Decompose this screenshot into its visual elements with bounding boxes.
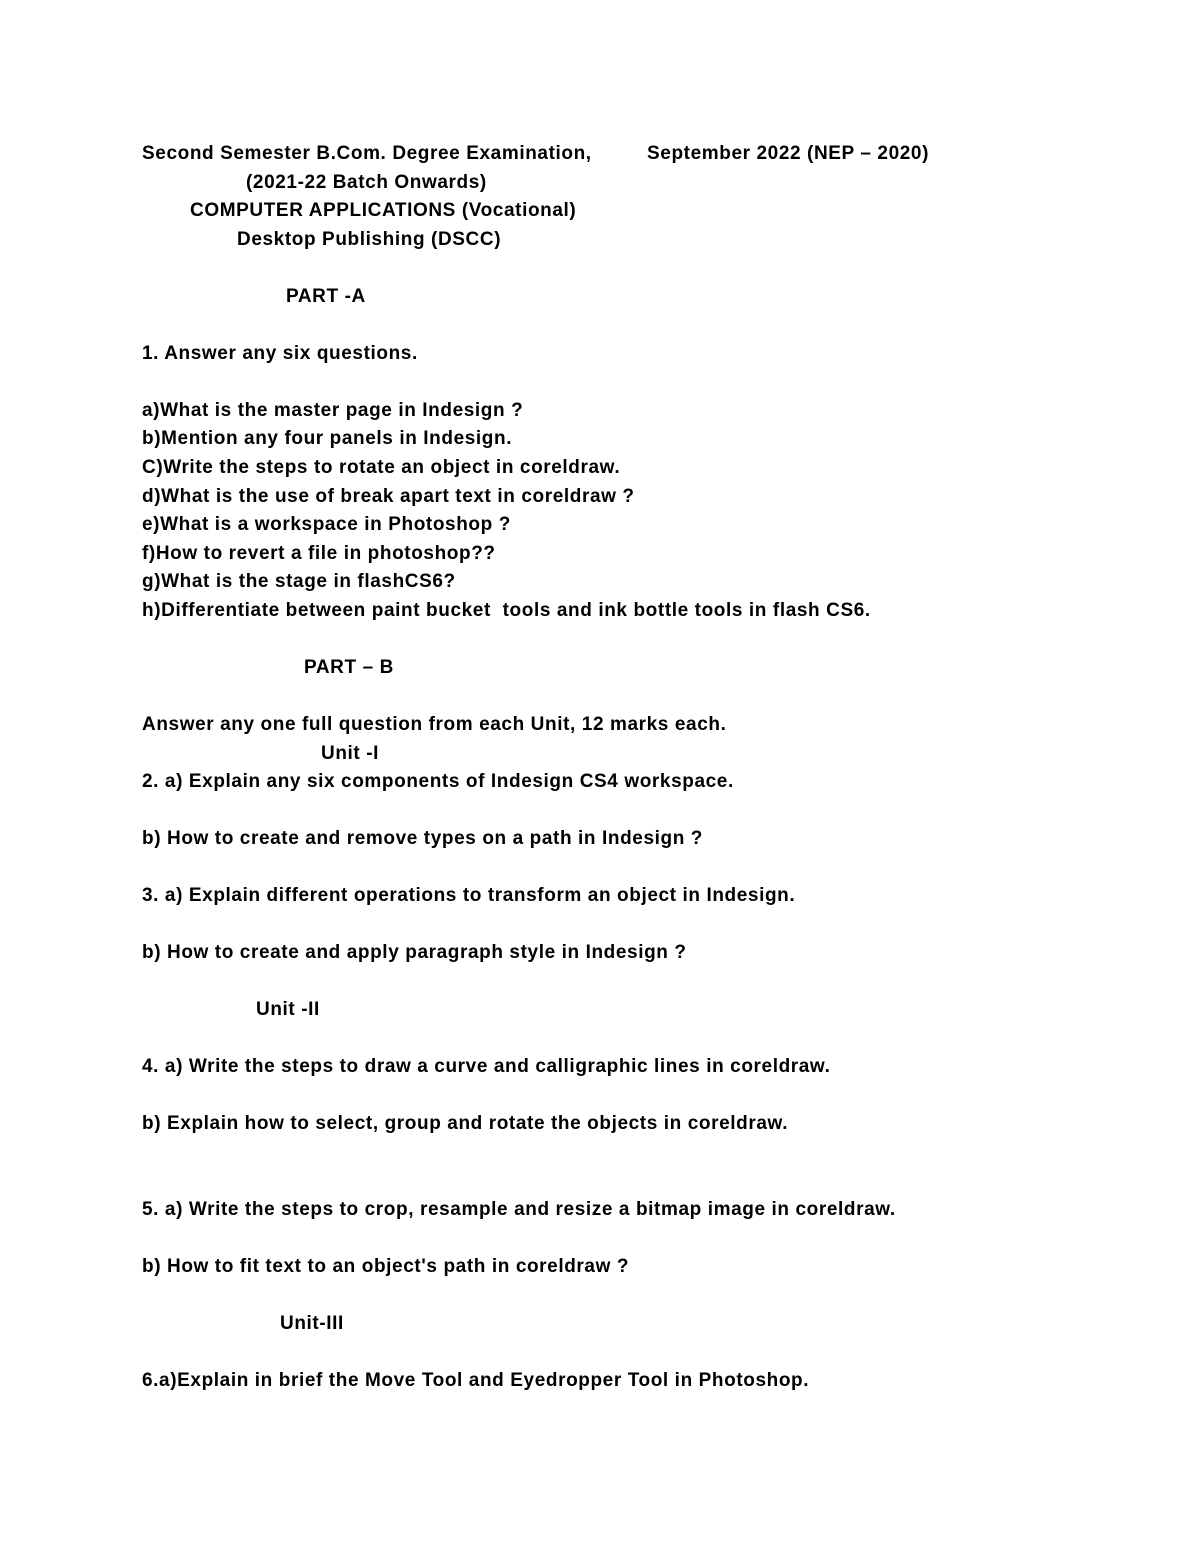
unit-3-heading: Unit-III — [280, 1313, 344, 1334]
exam-title: Second Semester B.Com. Degree Examination, — [142, 143, 592, 164]
part-a-question: h)Differentiate between paint bucket tools and ink bottle tools in flash CS6. — [142, 600, 871, 621]
part-a-question: a)What is the master page in Indesign ? — [142, 400, 524, 421]
part-a-question: b)Mention any four panels in Indesign. — [142, 428, 513, 449]
part-b-heading: PART – B — [304, 657, 394, 678]
unit-3-question: 6.a)Explain in brief the Move Tool and Eyedropper Tool in Photoshop. — [142, 1370, 810, 1391]
part-a-question: C)Write the steps to rotate an object in coreldraw. — [142, 457, 621, 478]
part-a-question: g)What is the stage in flashCS6? — [142, 571, 456, 592]
unit-1-question: 3. a) Explain different operations to transform an object in Indesign. — [142, 885, 796, 906]
unit-2-question: 4. a) Write the steps to draw a curve and calligraphic lines in coreldraw. — [142, 1056, 831, 1077]
unit-1-question: 2. a) Explain any six components of Indesign CS4 workspace. — [142, 771, 734, 792]
unit-2-heading: Unit -II — [256, 999, 320, 1020]
part-a-question: f)How to revert a file in photoshop?? — [142, 543, 496, 564]
unit-1-heading: Unit -I — [321, 743, 380, 764]
exam-date: September 2022 (NEP – 2020) — [647, 143, 929, 164]
unit-1-question: b) How to create and apply paragraph style in Indesign ? — [142, 942, 687, 963]
unit-1-question: b) How to create and remove types on a path in Indesign ? — [142, 828, 704, 849]
unit-2-question: b) Explain how to select, group and rotate the objects in coreldraw. — [142, 1113, 789, 1134]
part-b-instruction: Answer any one full question from each Unit, 12 marks each. — [142, 714, 727, 735]
batch-line: (2021-22 Batch Onwards) — [246, 172, 487, 193]
unit-2-question: b) How to fit text to an object's path in coreldraw ? — [142, 1256, 630, 1277]
unit-2-question: 5. a) Write the steps to crop, resample and resize a bitmap image in coreldraw. — [142, 1199, 896, 1220]
part-a-instruction: 1. Answer any six questions. — [142, 343, 418, 364]
part-a-question: d)What is the use of break apart text in coreldraw ? — [142, 486, 635, 507]
subject-line: COMPUTER APPLICATIONS (Vocational) — [190, 200, 577, 221]
part-a-question: e)What is a workspace in Photoshop ? — [142, 514, 511, 535]
paper-title: Desktop Publishing (DSCC) — [237, 229, 502, 250]
part-a-heading: PART -A — [286, 286, 366, 307]
